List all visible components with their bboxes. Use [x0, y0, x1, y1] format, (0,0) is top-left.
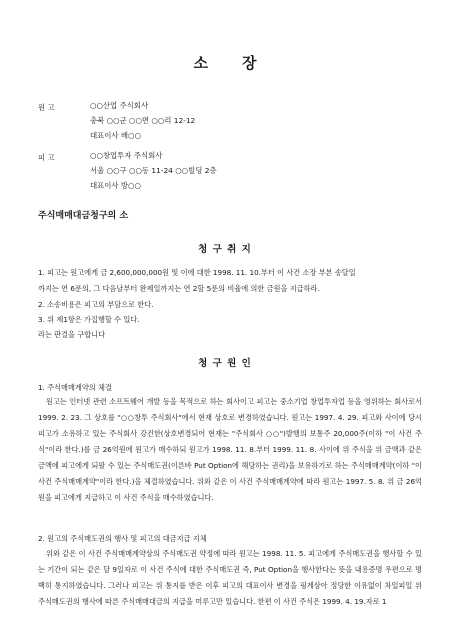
plaintiff-representative: 대표이사 배○○: [90, 131, 141, 140]
claim-purpose-line-5: 라는 판결을 구합니다: [38, 330, 106, 339]
claim-cause-section-1-title: 1. 주식매매계약의 체결: [38, 383, 112, 392]
defendant-name: ○○창업투자 주식회사: [90, 151, 163, 160]
defendant-representative: 대표이사 방○○: [90, 181, 141, 190]
case-subject: 주식매매대금청구의 소: [38, 211, 129, 221]
claim-purpose-line-3: 2. 소송비용은 피고의 부담으로 한다.: [38, 300, 154, 309]
plaintiff-role-label: 원 고: [38, 103, 55, 112]
claim-purpose-line-1: 1. 피고는 원고에게 금 2,600,000,000원 및 이에 대한 1998. 11. 10.부터 이 사건 소장 부본 송달일: [38, 268, 356, 277]
claim-purpose-line-4: 3. 위 제1항은 가집행할 수 있다.: [38, 315, 140, 324]
claim-cause-section-2-title: 2. 원고의 주식매도권의 행사 및 피고의 대금지급 지체: [38, 534, 207, 543]
claim-cause-section-1-body: 원고는 인터넷 관련 소프트웨어 개발 등을 목적으로 하는 회사이고 피고는 중소기업 창업투자업 등을 영위하는 회사로서 1999. 2. 23. 그 상호를 "○○창투 주식회사"에서 현재 상호로 변경하였습니다. 원고는 1997. 4. 29. 피고와 사이에 당시 피고가 소유하고 있는 주식회사 강건한(상호변경되어 현재는 "주식회사 ○○")발행의 보통주 20,000주(이하 "이 사건 주식"이라 한다.)를 금 26억원에 원고가 매수하되 원고가 1998. 11. 8.부터 1999. 11. 8. 사이에 위 주식을 위 금액과 같은 금액에 피고에게 되팔 수 있는 주식매도권(이른바 Put Option에 해당하는 권리)을 보유하기로 하는 주식매매계약(이하 "이 사건 주식매매계약"이라 한다.)을 체결하였습니다. 위와 같은 이 사건 주식매매계약에 따라 원고는 1997. 5. 8. 위 금 26억원을 피고에게 지급하고 이 사건 주식을 매수하였습니다.: [38, 397, 422, 502]
defendant-role-label: 피 고: [38, 153, 55, 162]
plaintiff-block: [90, 98, 195, 143]
claim-cause-heading: 청 구 원 인: [198, 358, 252, 369]
claim-purpose-heading: 청 구 취 지: [198, 244, 252, 255]
defendant-block: [90, 148, 217, 193]
claim-cause-section-2-body: 위와 같은 이 사건 주식매매계약상의 주식매도권 약정에 따라 원고는 1998. 11. 5. 피고에게 주식매도권을 행사할 수 있는 기간이 되는 같은 달 9일자로 이 사건 주식에 대한 주식매도권 즉, Put Option을 행사한다는 뜻을 내용증명 우편으로 명백히 통지하였습니다. 그러나 피고는 위 통지를 받은 이후 피고의 대표이사 변경을 핑계삼아 정당한 이유없이 차일피일 위 주식매도권의 행사에 따른 주식매매대금의 지급을 미루고만 있습니다. 한편 이 사건 주식은 1999. 4. 19.자로 1: [38, 549, 422, 606]
claim-purpose-line-2: 까지는 연 6푼의, 그 다음날부터 완제일까지는 연 2할 5푼의 비율에 의한 금원을 지급하라.: [38, 284, 320, 293]
plaintiff-address: 충북 ○○군 ○○면 ○○리 12-12: [90, 116, 196, 125]
document-title: [0, 52, 450, 73]
defendant-address: 서울 ○○구 ○○동 11-24 ○○빌딩 2층: [90, 166, 217, 175]
title-char-left: 소: [193, 54, 208, 72]
title-char-right: 장: [242, 54, 257, 72]
plaintiff-name: ○○산업 주식회사: [90, 101, 149, 110]
